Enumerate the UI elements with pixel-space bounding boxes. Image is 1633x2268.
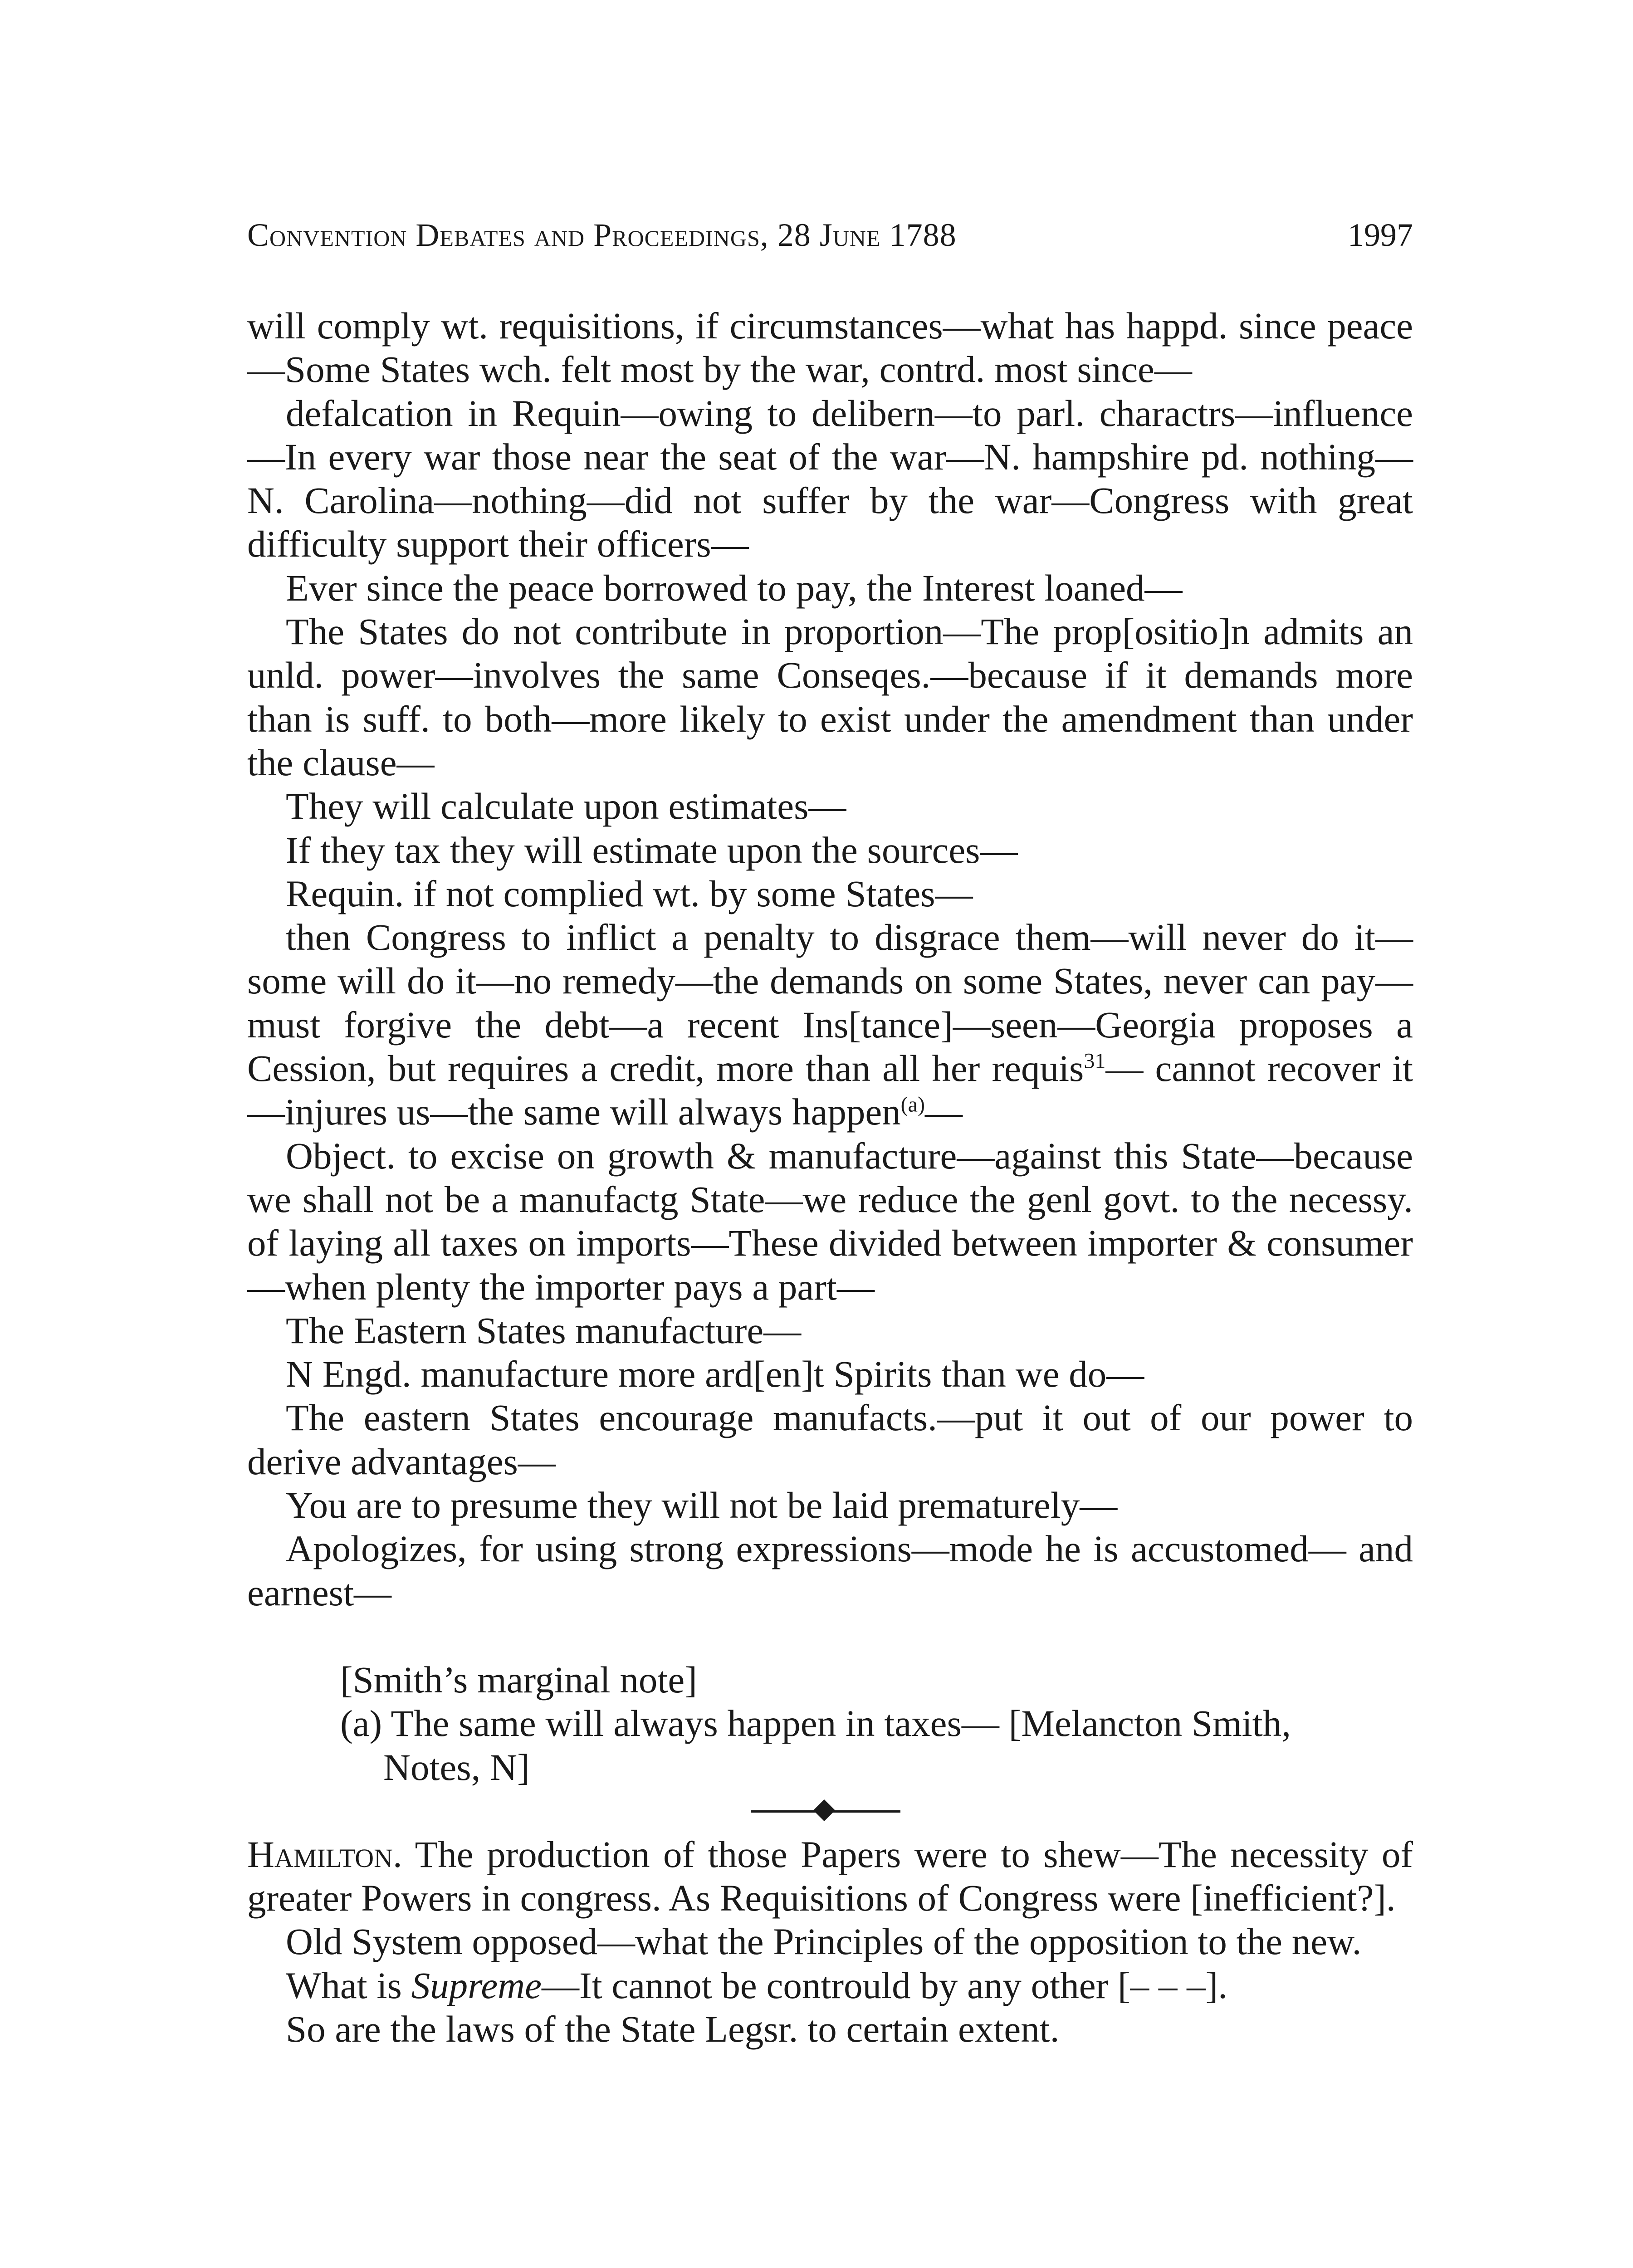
paragraph: defalcation in Requin—owing to delibern—to parl. charactrs—influence—In every war those near the seat of the war—N. hampshire pd. nothing—N. Carolina—nothing—did not suffer by the war—Congress with great difficulty support their officers— (247, 392, 1413, 565)
paragraph (247, 1964, 1413, 2007)
footnote-ref: 31 (1084, 1049, 1106, 1073)
paragraph: They will calculate upon estimates— (286, 785, 846, 827)
paragraph: The States do not contribute in proportion—The prop[ositio]n admits an unld. power—involves the same Conseqes.—because if it demands more than is suff. to both—more likely to exist under the amendment than under the clause— (247, 611, 1413, 783)
paragraph: Requin. if not complied wt. by some States— (286, 872, 973, 914)
paragraph: Old System opposed—what the Principles of the opposition to the new. (286, 1921, 1362, 1963)
paragraph-text: What is (286, 1964, 411, 2006)
body-text (247, 304, 1413, 2051)
running-head: Convention Debates and Proceedings, 28 June 1788 (247, 217, 957, 253)
paragraph: N Engd. manufacture more ard[en]t Spirits than we do— (286, 1353, 1144, 1395)
diamond-icon (813, 1799, 835, 1821)
page-number: 1997 (1348, 217, 1413, 253)
marginal-note (340, 1658, 1384, 1789)
paragraph (247, 1833, 1413, 1920)
marginal-note-ref: (a) (900, 1092, 925, 1117)
paragraph: Ever since the peace borrowed to pay, the Interest loaned— (286, 567, 1183, 609)
marginal-note-entry: (a) The same will always happen in taxes— [Melancton Smith, Notes, N] (340, 1702, 1291, 1788)
paragraph-text: —It cannot be contrould by any other [– – –]. (541, 1964, 1227, 2006)
paragraph: will comply wt. requisitions, if circumstances—what has happd. since peace—Some States wch. felt most by the war, contrd. most since— (247, 305, 1413, 391)
paragraph: If they tax they will estimate upon the sources— (286, 829, 1018, 871)
emphasis-text: Supreme (411, 1964, 542, 2006)
paragraph-text: — cannot recover it—injures us—the same will always happen (247, 1047, 1413, 1133)
paragraph: So are the laws of the State Legsr. to certain extent. (286, 2008, 1060, 2050)
paragraph: The Eastern States manufacture— (286, 1309, 802, 1351)
paragraph: Apologizes, for using strong expressions—mode he is accustomed— and earnest— (247, 1528, 1413, 1613)
paragraph: Object. to excise on growth & manufacture—against this State—because we shall not be a manufactg State—we reduce the genl govt. to the necessy. of laying all taxes on imports—These divided between importer & consumer—when plenty the importer pays a part— (247, 1134, 1413, 1308)
paragraph-text: — (924, 1091, 963, 1133)
speaker-name: Hamilton (247, 1833, 393, 1875)
paragraph: You are to presume they will not be laid prematurely— (286, 1484, 1118, 1526)
paragraph-text: . The production of those Papers were to shew—The necessity of greater Powers in congress. As Requisitions of Congress were [inefficient?]. (247, 1833, 1413, 1919)
marginal-note-heading: [Smith’s marginal note] (340, 1658, 697, 1701)
paragraph-text: then Congress to inflict a penalty to disgrace them—will never do it—some will do it—no remedy—the demands on some States, never can pay—must forgive the debt—a recent Ins[tance]—seen—Georgia proposes a Cession, but requires a credit, more than all her requis (247, 916, 1413, 1090)
section-ornament (751, 1789, 900, 1833)
spacer (247, 1614, 1413, 1658)
paragraph (247, 915, 1413, 1134)
paragraph: The eastern States encourage manufacts.—put it out of our power to derive advantages— (247, 1397, 1413, 1482)
